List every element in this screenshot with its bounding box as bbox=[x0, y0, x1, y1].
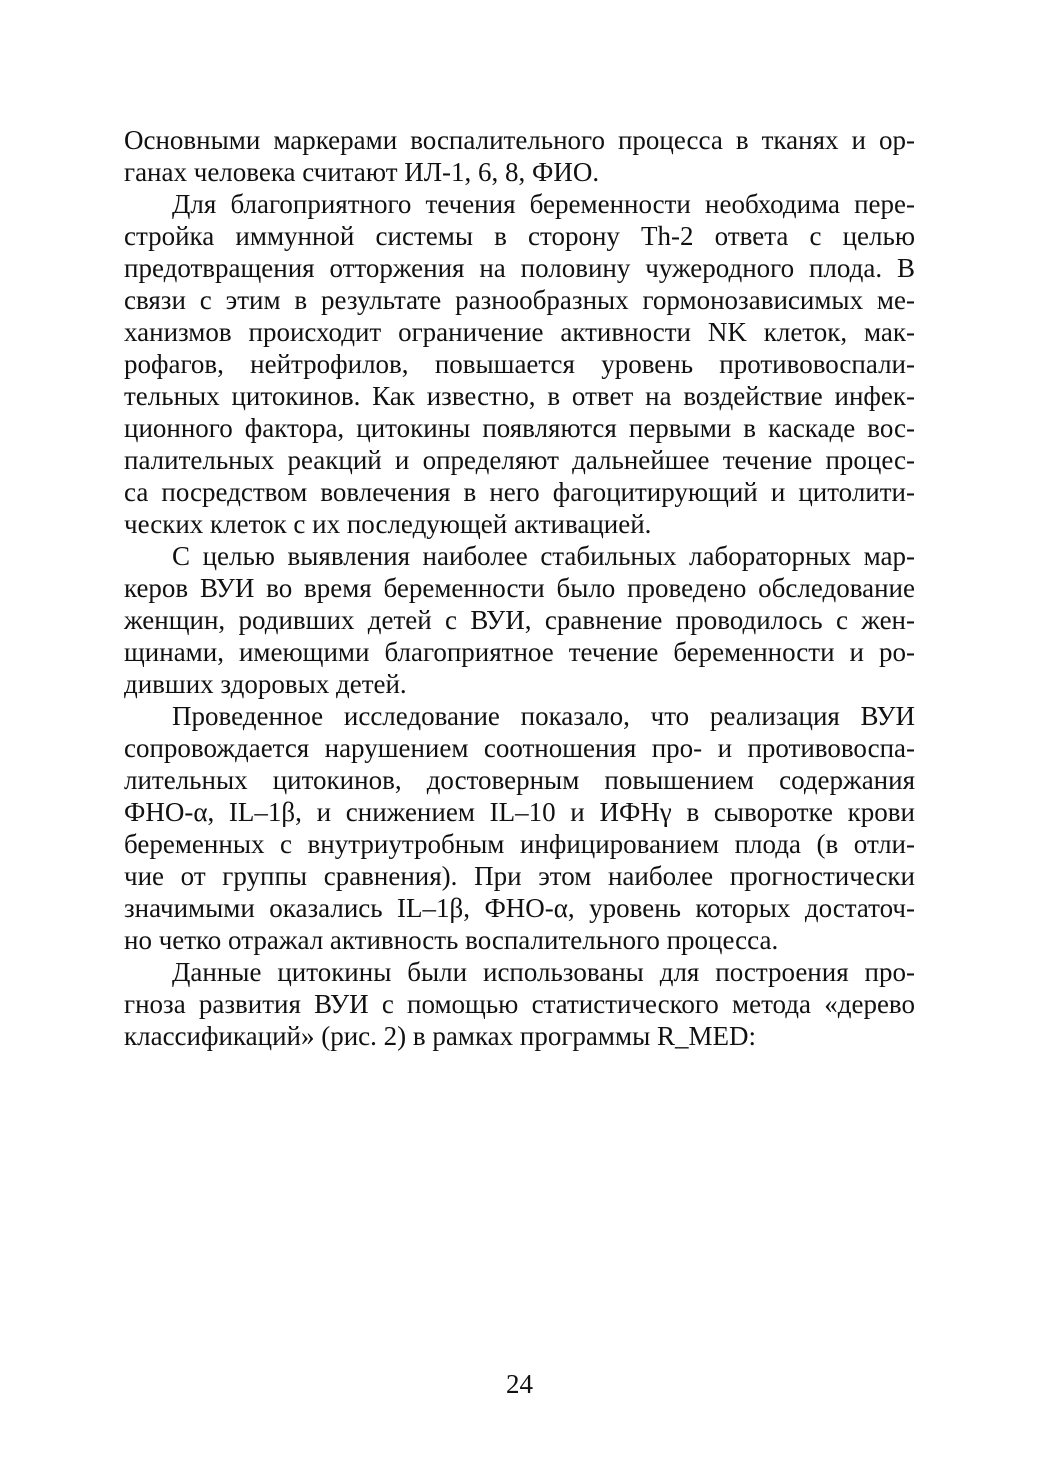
paragraph-3 bbox=[124, 540, 915, 700]
text-line: чие от группы сравнения). При этом наиболее прогностически bbox=[124, 861, 915, 891]
text-line: са посредством вовлечения в него фагоцитирующий и цитолити- bbox=[124, 477, 915, 507]
text-line: связи с этим в результате разнообразных гормонозависимых ме- bbox=[124, 285, 915, 315]
text-line: керов ВУИ во время беременности было проведено обследование bbox=[124, 573, 915, 603]
paragraph-4 bbox=[124, 700, 915, 956]
text-line: предотвращения отторжения на половину чужеродного плода. В bbox=[124, 253, 915, 283]
text-line: ФНО-α, IL–1β, и снижением IL–10 и ИФНγ в сыворотке крови bbox=[124, 797, 915, 827]
text-line: стройка иммунной системы в сторону Th-2 ответа с целью bbox=[124, 221, 915, 251]
paragraph-5 bbox=[124, 956, 915, 1052]
text-line: Проведенное исследование показало, что реализация ВУИ bbox=[172, 701, 915, 731]
text-line: но четко отражал активность воспалительного процесса. bbox=[124, 925, 779, 955]
text-line: Для благоприятного течения беременности необходима пере- bbox=[172, 189, 915, 219]
text-line: классификаций» (рис. 2) в рамках программы R_MED: bbox=[124, 1021, 756, 1051]
text-line: беременных с внутриутробным инфицированием плода (в отли- bbox=[124, 829, 915, 859]
text-line: гноза развития ВУИ с помощью статистического метода «дерево bbox=[124, 989, 915, 1019]
text-line: ческих клеток с их последующей активацией. bbox=[124, 509, 652, 539]
text-line: значимыми оказались IL–1β, ФНО-α, уровень которых достаточ- bbox=[124, 893, 915, 923]
paragraph-1 bbox=[124, 124, 915, 188]
text-line: палительных реакций и определяют дальнейшее течение процес- bbox=[124, 445, 915, 475]
text-line: Основными маркерами воспалительного процесса в тканях и ор- bbox=[124, 125, 915, 155]
text-line: ханизмов происходит ограничение активности NK клеток, мак- bbox=[124, 317, 915, 347]
text-line: С целью выявления наиболее стабильных лабораторных мар- bbox=[172, 541, 915, 571]
page-number: 24 bbox=[506, 1369, 533, 1399]
text-line: дивших здоровых детей. bbox=[124, 669, 407, 699]
text-line: ционного фактора, цитокины появляются первыми в каскаде вос- bbox=[124, 413, 915, 443]
text-line: тельных цитокинов. Как известно, в ответ на воздействие инфек- bbox=[124, 381, 915, 411]
text-line: женщин, родивших детей с ВУИ, сравнение проводилось с жен- bbox=[124, 605, 915, 635]
body-text bbox=[124, 124, 915, 1052]
text-line: Данные цитокины были использованы для построения про- bbox=[172, 957, 915, 987]
text-line: рофагов, нейтрофилов, повышается уровень противовоспали- bbox=[124, 349, 915, 379]
text-line: щинами, имеющими благоприятное течение беременности и ро- bbox=[124, 637, 915, 667]
text-line: сопровождается нарушением соотношения про- и противовоспа- bbox=[124, 733, 915, 763]
text-line: ганах человека считают ИЛ-1, 6, 8, ФИО. bbox=[124, 157, 600, 187]
paragraph-2 bbox=[124, 188, 915, 540]
text-line: лительных цитокинов, достоверным повышением содержания bbox=[124, 765, 915, 795]
